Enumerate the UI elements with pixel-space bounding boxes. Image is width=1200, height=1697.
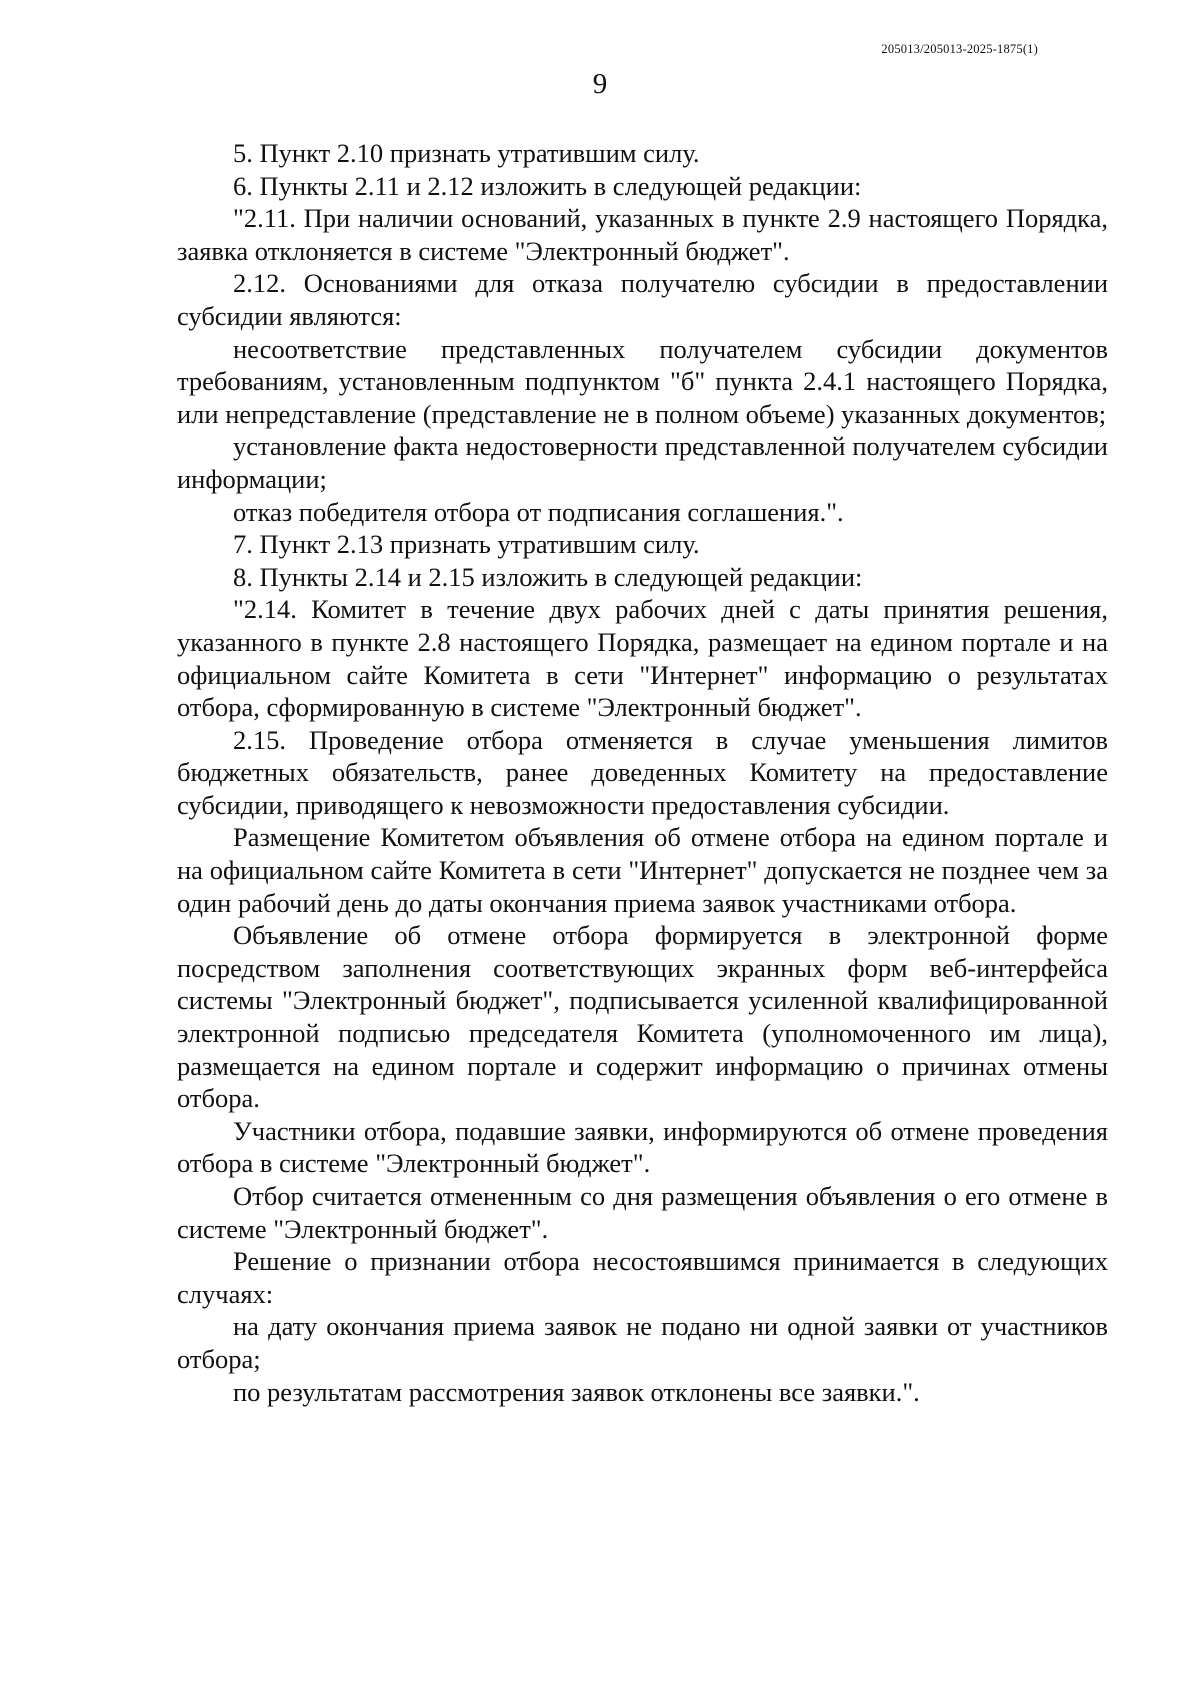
paragraph-item-8: 8. Пункты 2.14 и 2.15 изложить в следующей редакции: bbox=[233, 561, 863, 592]
paragraph-clause-2-12: 2.12. Основаниями для отказа получателю субсидии в предоставлении субсидии являются: bbox=[177, 268, 1108, 331]
paragraph-clause-2-15: 2.15. Проведение отбора отменяется в случае уменьшения лимитов бюджетных обязательств, ранее доведенных Комитету на предоставление субсидии, приводящего к невозможности предоставления субсидии. bbox=[177, 724, 1108, 820]
paragraph-cancelled-date: Отбор считается отмененным со дня размещения объявления о его отмене в системе "Электронный бюджет". bbox=[177, 1181, 1108, 1244]
paragraph-ground-refusal: отказ победителя отбора от подписания соглашения.". bbox=[233, 496, 844, 527]
document-id: 205013/205013-2025-1875(1) bbox=[881, 42, 1038, 56]
paragraph-participants-informed: Участники отбора, подавшие заявки, информируются об отмене проведения отбора в системе "Электронный бюджет". bbox=[177, 1115, 1108, 1179]
paragraph-cancellation-notice: Объявление об отмене отбора формируется в электронной форме посредством заполнения соответствующих экранных форм веб-интерфейса системы "Электронный бюджет", подписывается усиленной квалифицированной электронной подписью председателя Комитета (уполномоченного им лица), размещается на едином портале и содержит информацию о причинах отмены отбора. bbox=[177, 920, 1108, 1114]
paragraph-ground-mismatch: несоответствие представленных получателем субсидии документов требованиям, установленным подпунктом "б" пункта 2.4.1 настоящего Порядка, или непредставление (представление не в полном объеме) указанных документов; bbox=[177, 333, 1108, 429]
paragraph-ground-unreliable: установление факта недостоверности представленной получателем субсидии информации; bbox=[177, 431, 1108, 494]
paragraph-item-7: 7. Пункт 2.13 признать утратившим силу. bbox=[233, 529, 700, 560]
paragraph-item-6: 6. Пункты 2.11 и 2.12 изложить в следующей редакции: bbox=[233, 170, 862, 201]
paragraph-clause-2-11: "2.11. При наличии оснований, указанных в пункте 2.9 настоящего Порядка, заявка отклоняется в системе "Электронный бюджет". bbox=[177, 203, 1108, 266]
paragraph-case-all-rejected: по результатам рассмотрения заявок отклонены все заявки.". bbox=[233, 1376, 920, 1407]
paragraph-failed-selection: Решение о признании отбора несостоявшимся принимается в следующих случаях: bbox=[177, 1246, 1108, 1309]
paragraph-cancellation-posting: Размещение Комитетом объявления об отмене отбора на едином портале и на официальном сайте Комитета в сети "Интернет" допускается не позднее чем за один рабочий день до даты окончания приема заявок участниками отбора. bbox=[177, 822, 1108, 918]
paragraph-item-5: 5. Пункт 2.10 признать утратившим силу. bbox=[233, 138, 700, 168]
paragraph-clause-2-14: "2.14. Комитет в течение двух рабочих дней с даты принятия решения, указанного в пункте 2.8 настоящего Порядка, размещает на едином портале и на официальном сайте Комитета в сети "Интернет" информацию о результатах отбора, сформированную в системе "Электронный бюджет". bbox=[177, 594, 1108, 723]
page-number: 9 bbox=[592, 68, 608, 100]
document-body bbox=[177, 137, 1108, 1408]
paragraph-case-no-applications: на дату окончания приема заявок не подано ни одной заявки от участников отбора; bbox=[177, 1311, 1108, 1374]
